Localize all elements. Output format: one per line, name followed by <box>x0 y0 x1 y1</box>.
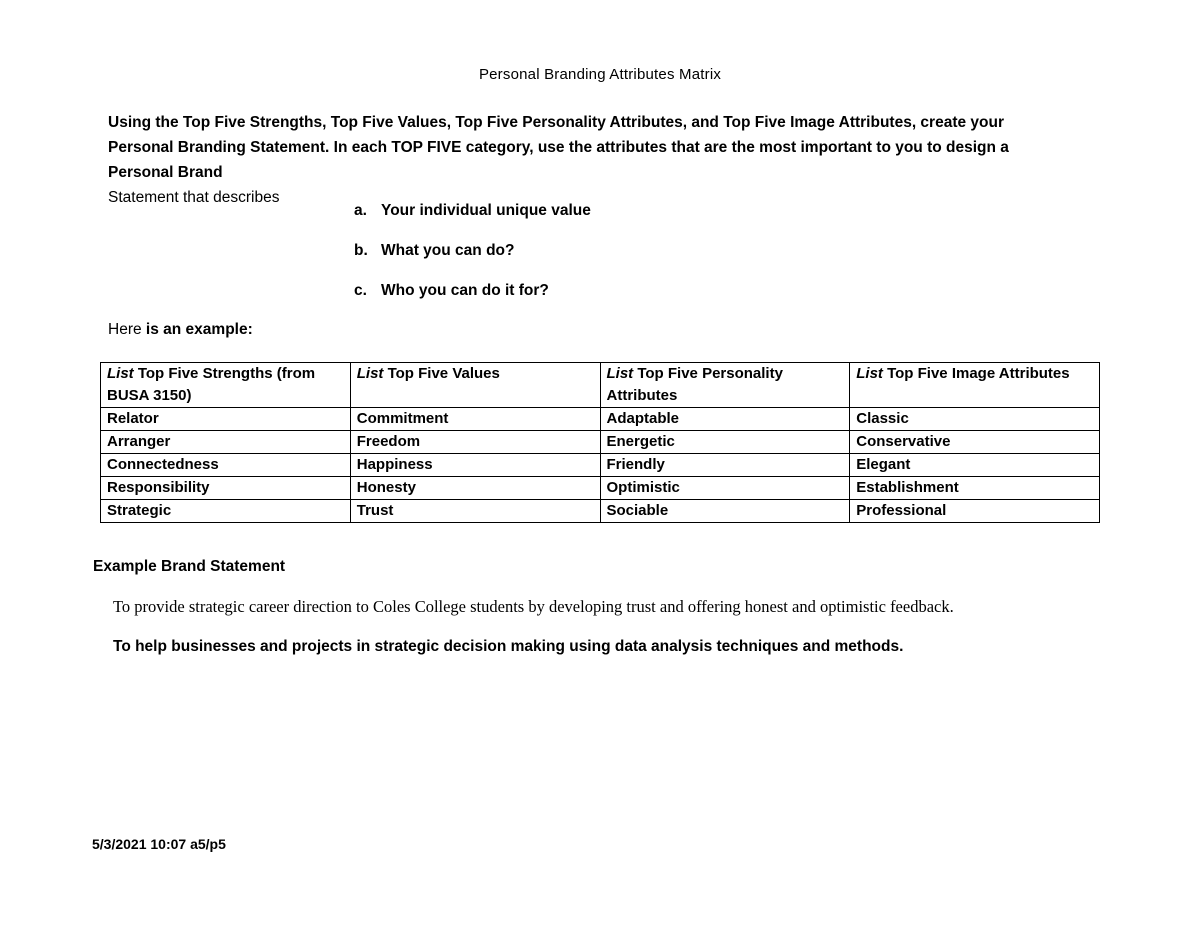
table-cell: Trust <box>350 500 600 523</box>
brand-statement-example: To provide strategic career direction to Coles College students by developing trust and offering honest and optimistic feedback. <box>113 597 954 616</box>
table-cell: Responsibility <box>101 477 351 500</box>
attributes-table <box>100 362 1100 523</box>
example-lead: Here <box>108 321 142 338</box>
table-cell: Happiness <box>350 454 600 477</box>
table-cell: Commitment <box>350 408 600 431</box>
list-marker: b. <box>354 242 368 259</box>
table-header-row <box>101 363 1100 408</box>
table-row <box>101 408 1100 431</box>
list-item-text: What you can do? <box>381 242 515 259</box>
table-cell: Conservative <box>850 431 1100 454</box>
list-item <box>354 240 591 280</box>
header-italic: List <box>856 365 883 382</box>
table-row <box>101 454 1100 477</box>
table-cell: Professional <box>850 500 1100 523</box>
table-cell: Optimistic <box>600 477 850 500</box>
table-cell: Freedom <box>350 431 600 454</box>
intro-paragraph <box>108 110 1068 210</box>
list-item-text: Your individual unique value <box>381 202 591 219</box>
table-cell: Connectedness <box>101 454 351 477</box>
table-cell: Adaptable <box>600 408 850 431</box>
table-row <box>101 500 1100 523</box>
example-rest: is an example: <box>145 321 253 338</box>
table-cell: Friendly <box>600 454 850 477</box>
list-marker: c. <box>354 282 367 299</box>
header-text: Top Five Personality Attributes <box>606 365 783 404</box>
header-italic: List <box>356 365 384 382</box>
list-item-text: Who you can do it for? <box>381 282 549 299</box>
table-cell: Relator <box>101 408 351 431</box>
table-cell: Elegant <box>850 454 1100 477</box>
header-text: Top Five Strengths (from BUSA 3150) <box>107 365 316 404</box>
table-cell: Classic <box>850 408 1100 431</box>
example-label <box>108 321 253 339</box>
table-cell: Strategic <box>101 500 351 523</box>
intro-text: Using the Top Five Strengths, Top Five Values, Top Five Personality Attributes, and Top Five Image Attributes, create your Personal Branding Statement. In each TOP FIVE category, use the attributes that are the most important to you to design a Personal Brand <box>108 114 1009 181</box>
footer-timestamp: 5/3/2021 10:07 a5/p5 <box>92 836 226 852</box>
table-cell: Arranger <box>101 431 351 454</box>
brand-statement-own: To help businesses and projects in strategic decision making using data analysis techniques and methods. <box>113 638 904 655</box>
header-text: Top Five Values <box>387 365 500 382</box>
header-italic: List <box>107 365 134 382</box>
intro-text-end: Statement that describes <box>108 189 280 206</box>
table-row <box>101 477 1100 500</box>
document-title: Personal Branding Attributes Matrix <box>478 66 722 83</box>
question-list <box>354 200 591 320</box>
table-cell: Establishment <box>850 477 1100 500</box>
table-cell: Energetic <box>600 431 850 454</box>
header-image <box>850 363 1100 408</box>
table-cell: Sociable <box>600 500 850 523</box>
header-values <box>350 363 600 408</box>
table-row <box>101 431 1100 454</box>
list-item <box>354 200 591 240</box>
header-text: Top Five Image Attributes <box>887 365 1070 382</box>
header-personality <box>600 363 850 408</box>
table-cell: Honesty <box>350 477 600 500</box>
list-marker: a. <box>354 202 367 219</box>
statement-label: Example Brand Statement <box>93 558 286 575</box>
header-strengths <box>101 363 351 408</box>
list-item <box>354 280 591 320</box>
header-italic: List <box>606 365 634 382</box>
